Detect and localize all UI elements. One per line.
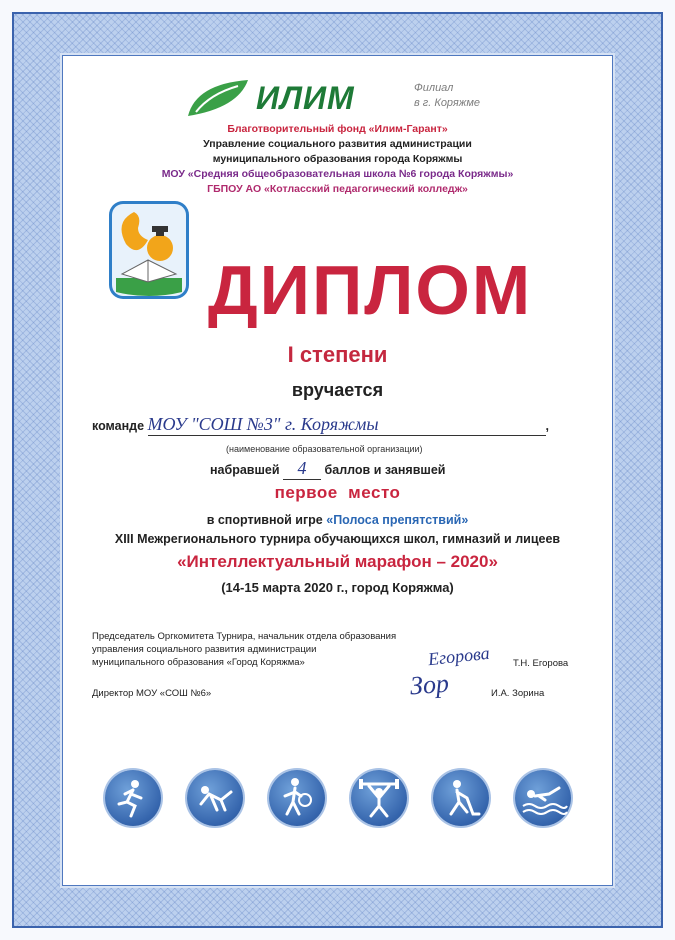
squirrel-emblem (108, 200, 190, 300)
marathon-title: «Интеллектуальный марафон – 2020» (177, 552, 498, 571)
place-text: первое место (274, 483, 401, 502)
swimmer-icon (515, 770, 571, 826)
team-suffix: , (545, 419, 550, 433)
role-line: Председатель Оргкомитета Турнира, начальник отдела образования (92, 631, 397, 642)
tournament-text: XIII Межрегионального турнира обучающихся школ, гимназий и лицеев (114, 532, 561, 546)
score-row (210, 458, 445, 480)
signatory-1-name: Т.Н. Егорова (513, 658, 569, 669)
ilim-logo (186, 78, 516, 118)
diploma-degree: I степени (287, 342, 388, 367)
diploma-title: ДИПЛОМ (207, 251, 533, 329)
event-dates: (14-15 марта 2020 г., город Коряжма) (221, 580, 454, 595)
signature-zorina: Зор (409, 668, 450, 701)
signatory-2-role: Директор МОУ «СОШ №6» (92, 688, 212, 699)
score-field (283, 458, 321, 480)
event-name: «Полоса препятствий» (326, 513, 469, 527)
role-line: муниципального образования «Город Коряжма» (92, 657, 305, 668)
event-prefix: в спортивной игре (206, 513, 323, 527)
team-label: команде (92, 419, 145, 433)
signature-egorova: Егорова (427, 642, 491, 670)
logo-branch-line2: в г. Коряжме (414, 97, 481, 109)
signatory-1-role (92, 630, 396, 669)
team-field (148, 414, 546, 436)
organizer-line: муниципального образования города Коряжмы (212, 153, 463, 165)
score-value: 4 (297, 458, 307, 478)
organizers-block (0, 122, 675, 197)
squirrel-book-icon (108, 200, 190, 300)
score-suffix: баллов и занявшей (324, 463, 446, 477)
team-hint: (наименование образовательной организации) (226, 444, 423, 454)
team-row (92, 414, 549, 436)
weightlifter-icon (351, 770, 407, 826)
event-row (0, 513, 675, 527)
organizer-line: ГБПОУ АО «Котласский педагогический колледж» (207, 183, 468, 195)
organizer-line: Благотворительный фонд «Илим-Гарант» (227, 123, 448, 135)
hockey-player-icon (433, 770, 489, 826)
score-prefix: набравшей (210, 463, 280, 477)
organizer-line: МОУ «Средняя общеобразовательная школа №6 города Коряжмы» (161, 168, 514, 180)
ball-player-icon (269, 770, 325, 826)
logo-brand: ИЛИМ (256, 80, 355, 116)
team-value: МОУ "СОШ №3" г. Коряжмы (147, 414, 379, 434)
role-line: управления социального развития администрации (92, 644, 317, 655)
sport-icons-row (105, 770, 575, 832)
logo-branch-line1: Филиал (414, 82, 454, 94)
signatory-2-name: И.А. Зорина (491, 688, 545, 699)
runner-icon (105, 770, 161, 826)
awarded-text: вручается (291, 380, 384, 400)
gymnast-icon (187, 770, 243, 826)
organizer-line: Управление социального развития администрации (203, 138, 472, 150)
